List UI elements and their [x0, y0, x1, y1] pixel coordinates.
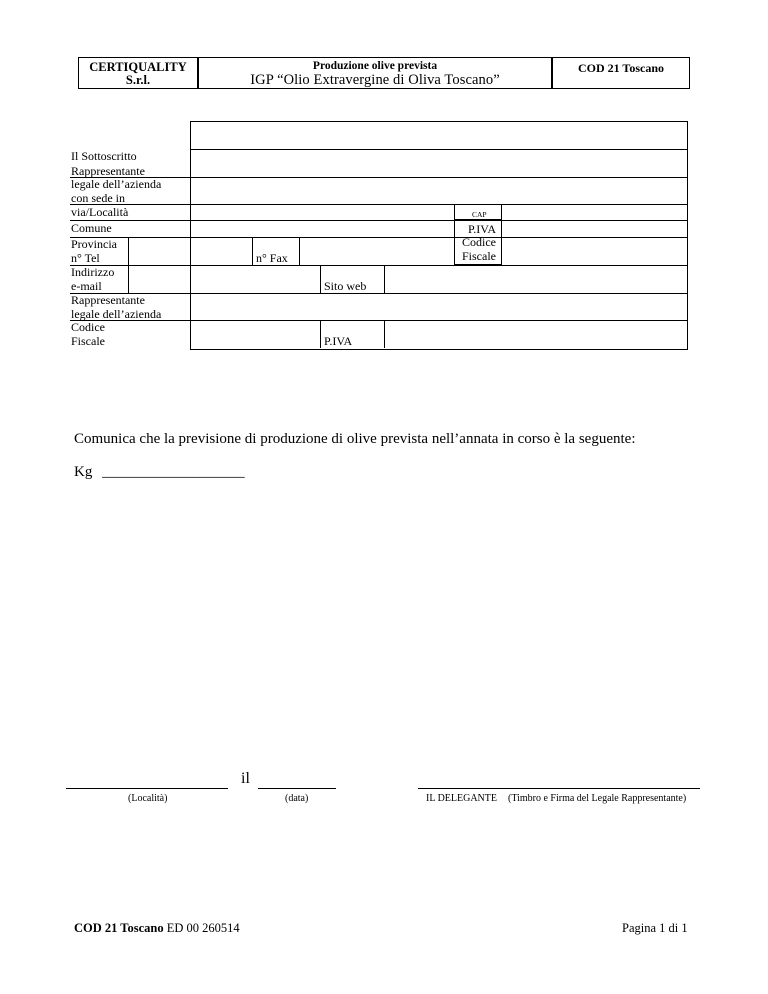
kg-label: Kg: [74, 464, 93, 480]
label-comune: Comune: [71, 221, 112, 235]
label-rappresentante-2: Rappresentante: [71, 293, 145, 307]
label-fax: n° Fax: [256, 251, 288, 265]
label-sito-web: Sito web: [324, 279, 367, 293]
code-box: [552, 57, 690, 89]
label-fiscale-2: Fiscale: [71, 334, 105, 348]
document-code: COD 21 Toscano: [577, 61, 665, 75]
delegante-caption: IL DELEGANTE: [426, 793, 497, 804]
document-title: Produzione olive prevista: [312, 60, 438, 72]
label-via: via/Località: [71, 205, 129, 219]
label-email: e-mail: [71, 279, 102, 293]
company-box: [78, 57, 198, 89]
label-piva: P.IVA: [467, 222, 497, 236]
form-frame: [190, 121, 688, 350]
label-codice: Codice: [462, 235, 496, 249]
label-rappresentante-l1: Rappresentante: [71, 164, 145, 178]
timbro-caption: (Timbro e Firma del Legale Rappresentante): [508, 793, 687, 804]
label-legale-azienda: legale dell’azienda: [71, 177, 162, 191]
company-name: CERTIQUALITY: [89, 60, 187, 74]
label-tel: n° Tel: [71, 251, 100, 265]
footer-code-bold: COD 21 Toscano: [74, 921, 164, 935]
label-con-sede: con sede in: [71, 191, 125, 205]
company-type: S.r.l.: [125, 73, 151, 87]
label-rappresentante: [71, 164, 145, 178]
localita-line: [66, 788, 228, 789]
label-piva-2: P.IVA: [324, 334, 353, 348]
footer-code-edition: ED 00 260514: [163, 921, 240, 935]
label-provincia: Provincia: [71, 237, 117, 251]
label-cap: CAP: [472, 210, 487, 219]
page-number: Pagina 1 di 1: [622, 921, 688, 935]
document-subtitle: IGP “Olio Extravergine di Oliva Toscano”: [250, 72, 500, 88]
label-legale-2: legale dell’azienda: [71, 307, 162, 321]
kg-line: [74, 464, 245, 481]
signature-line: [418, 788, 700, 789]
il-label: il: [241, 770, 250, 787]
footer-code: [74, 921, 240, 936]
label-fiscale: Fiscale: [462, 249, 496, 263]
label-indirizzo: Indirizzo: [71, 265, 115, 279]
kg-blank: ___________________: [102, 464, 245, 480]
label-sottoscritto: Il Sottoscritto: [71, 149, 137, 163]
data-line: [258, 788, 336, 789]
localita-caption: (Località): [128, 793, 168, 804]
title-box: [198, 57, 552, 89]
label-codice-2: Codice: [71, 320, 105, 334]
statement-text: Comunica che la previsione di produzione di olive prevista nell’annata in corso è la seguente:: [74, 431, 636, 447]
data-caption: (data): [285, 793, 309, 804]
